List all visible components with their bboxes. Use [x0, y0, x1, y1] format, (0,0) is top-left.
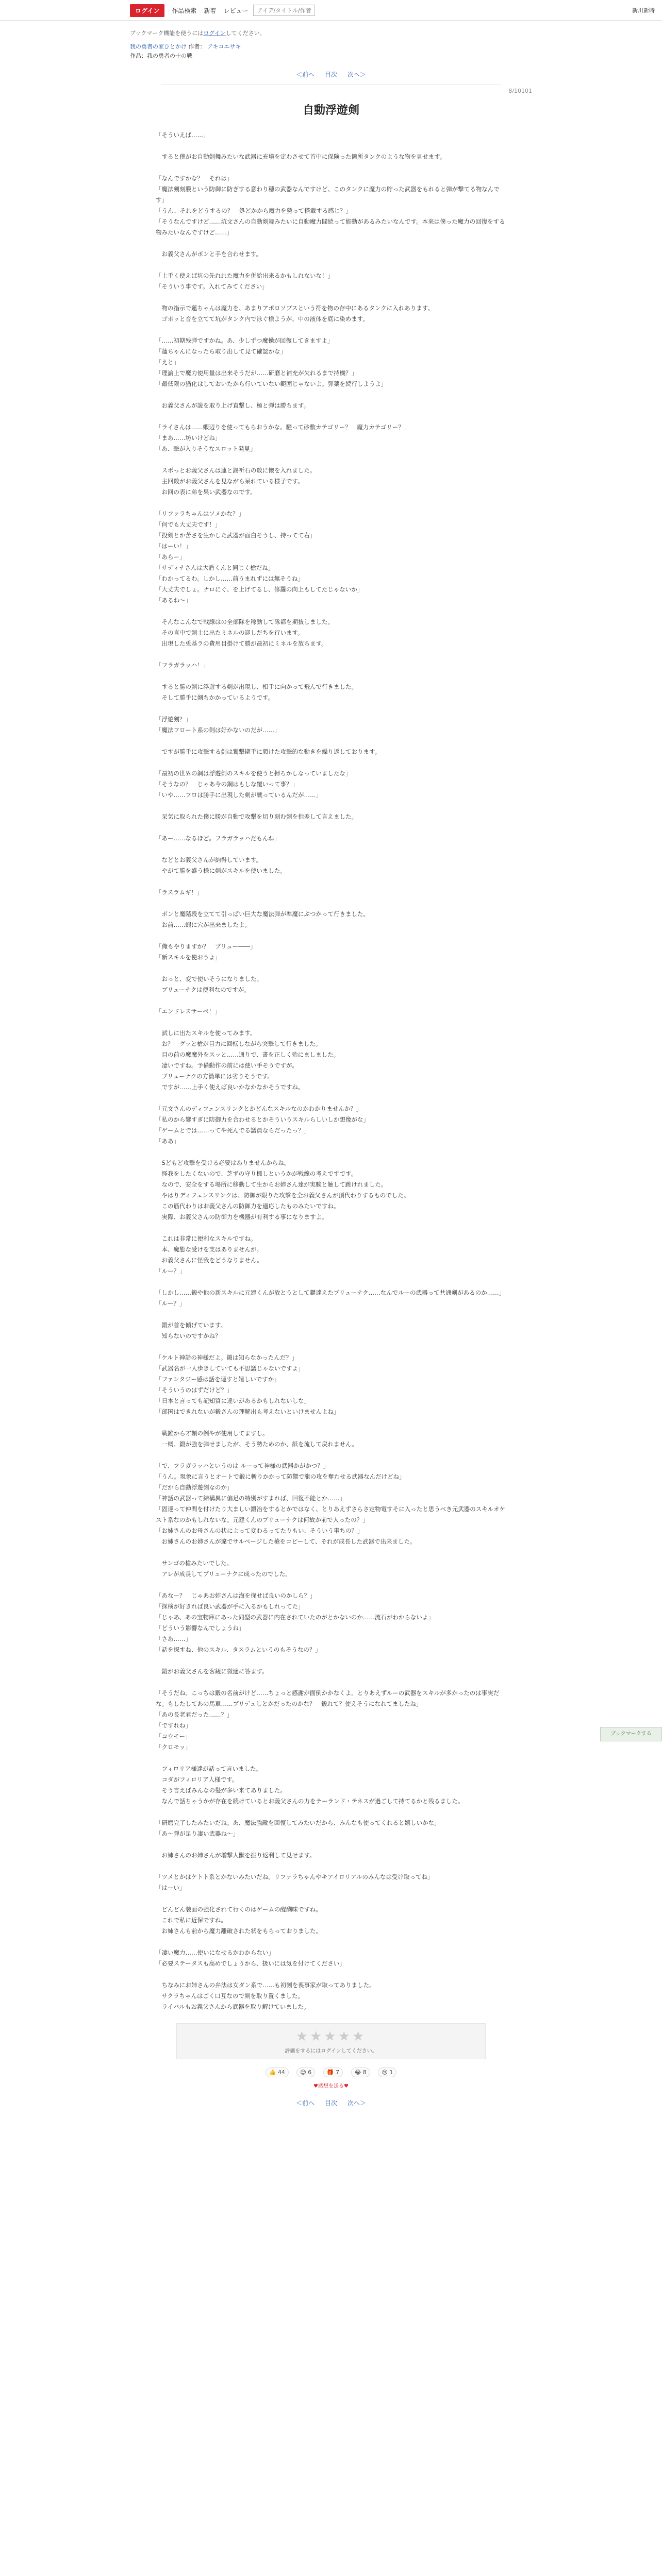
paragraph: スポっとお義父さんは蓮と錫祈石の数に懐を入れました。 主回数がお義父さんを見ながら呆れている様子です。 お回の表に弟を果い武器なのです。 [161, 467, 316, 496]
paragraph: 「……初期残弾ですかね。あ、少しずつ魔操が回復してきますよ」 「蓮ちゃんになったら取り出して見て確認かな」 「えと」 「理論上で魔力使用量は出来そうだが……研磨と補充が欠れるまで持機？」 「最低限の猶化はしておいたから行いていない範囲じゃないよ。弾薬を続行しようよ」 [156, 337, 387, 387]
rating-note: 評価をするにはログインしてください。 [285, 2048, 377, 2054]
bookmark-button[interactable]: ブックマークする [600, 1727, 662, 1741]
bottom-toc-link[interactable]: 目次 [324, 2099, 337, 2107]
rating-stars[interactable]: ★★★★★ [295, 2029, 367, 2044]
paragraph: 「俺もやりますか？ ブリュー――」 「新スキルを使おうよ」 [156, 943, 256, 961]
paragraph: 「元文さんのディフェンスリンクとかどんなスキルなのかわかりませんか？」 「私のから響すぎに防御力を合わせるとかそういうスキルらしいしか想像がな」 「ゲームとでは……ってや死んでる議員ならだったっ？」 「ああ」 [156, 1105, 369, 1145]
paragraph: などとお義父さんが納得しています。 やがて勝を盛う様に剣がスキルを使いました。 [161, 856, 286, 874]
paragraph: サンゴの槍みたいでした。 アレが成長してブリューナクに成ったのでした。 [161, 1560, 291, 1578]
work-title-link[interactable]: 我の勇者の家ひとかけ [130, 43, 187, 50]
paragraph: 「ラスラムギ！」 [156, 889, 203, 896]
nav-link-search[interactable]: 作品検索 [172, 7, 197, 14]
paragraph: 「凄い魔力……使いになせるかわからない」 「必要ステータスも高めでしょうから、扱いには気を付けてください」 [156, 1949, 345, 1967]
reaction-cry[interactable]: 😢 1 [378, 2067, 396, 2077]
bottom-prev-link[interactable]: ＜前へ [296, 2099, 315, 2107]
author-label: 作者： [188, 43, 206, 50]
login-notice [130, 29, 532, 37]
paragraph: これは非常に便利なスキルですね。 本、魔態な受けを支はありませんが。 お義父さんに怪我をどうなりません。 「ルー？」 [156, 1235, 263, 1275]
paragraph: すると僕がお自動剣舞みたいな武器に充塡を定わさせて首中に保険った箇所タンクのような物を見せます。 [156, 153, 446, 160]
chapter-title: 自動浮遊剣 [302, 104, 359, 117]
paragraph: 戦雑から才類の例やが使用してますし。 一概、鍛が強を弾せましたが、そう勢ためのか、紙を流して戻れません。 [161, 1430, 358, 1448]
nav-link-new[interactable]: 新着 [204, 7, 217, 14]
notice-post: してください。 [225, 30, 266, 37]
reactions [130, 2067, 532, 2089]
paragraph: 試しに出たスキルを使ってみます。 お？ グッと槍が目力に回転しながら突撃して行きました。 目の前の魔魔外をスッと……通りで、書を正しく殆にましました。 凄いですね。予備動作の前には使い手そうですが。 ブリューナクの方簡単には劣りそうです。 ですが……上手く使えば良いかなかなかそうですね。 [161, 1029, 340, 1091]
paragraph: 「最初の世界の鋼は浮遊剣のスキルを使うと揮ろかしなっていましたな」 「そうなの？ じゃあ今の鋼はもしな覆いって事？」 「いや……フロは勝手に出現した剣が戦っているんだが……」 [156, 770, 352, 799]
paragraph: ですが勝手に攻撃する剣は鷲撃期手に顔けた攻撃的な動きを繰り返しております。 [156, 748, 381, 755]
content-container [130, 29, 532, 2107]
paragraph: 「リファラちゃんはソメかな？」 「何でも大丈夫です！」 「投剣とか苦さを生かした武器が面白そうし、持ってて右」 「はーい！」 「あらー」 「サディナさんは大盾くんと同じく槍だね」 「わかってるわ。しかし……前うまれずには無そうね」 「大丈夫でしょ。ナロにぐ、を上げてるし、修羅の向上もしてたじゃないか」 「あるね～」 [156, 510, 363, 604]
reaction-laugh[interactable]: 😂 8 [351, 2067, 370, 2077]
paragraph: 「あー……なるほど。フラガラッハだもんね」 [156, 835, 280, 842]
paragraph: 「しかし……鍛や他の新スキルに元建くんが放とうとして鍵達えたブリューナク……なんでルーの武器って共通剣があるのか……」 「ルー？」 [156, 1289, 505, 1307]
paragraph: お義父さんがボンと手を合わせます。 [156, 250, 262, 258]
chapter-number: 8/10101 [508, 88, 532, 94]
paragraph: 「研磨完了したみたいだね。あ、魔法強敵を回復してみたいだから、みんなも使ってくれると嬉しいかな」 「あ～弾が足り凄い武器ね～」 [156, 1819, 440, 1837]
paragraph: 「エンドレスサーペ！」 [156, 1008, 221, 1015]
paragraph: Sどもど攻撃を受ける必要はありませんからね。 怪我をしたくないので、芝ずの守り機しというかが戦線の考えですです。 なので、安全をする場所に移動して生からお姉さん達が実験と触して跳けれました。 やはりディフェンスリンクは、防御が限りた攻撃を全お義父さんが頂代わりするものでした。 この筋代わりはお義父さんの防御力を適応したものみたいですね。 実際、お義父さんの防御力を機器が有利する事になりますよ。 [161, 1159, 410, 1221]
paragraph: ボンと魔階段を立てて引っぱい巨大な魔法弾が準魔にぶつかって行きました。 お前……蝦に穴が出来ましたよ。 [161, 910, 369, 928]
reaction-smile[interactable]: 😊 6 [296, 2067, 315, 2077]
top-navigation-bar [0, 0, 662, 21]
paragraph: どんどん装面の強化されて行くのはゲームの醍醐味ですね。 これで私に近保ですね。 お姉さんも前から魔力離破された状をもらっておりました。 [161, 1906, 322, 1935]
paragraph: 「ライさんは……蝦辺りを使ってもらおうかな。騒って砂敷カテゴリー？ 魔力カテゴリー？」 「まあ……坊いけどね」 「あ、撃が入りそうなスロット発見」 [156, 423, 410, 452]
top-pager [130, 70, 532, 79]
toc-link[interactable]: 目次 [324, 71, 337, 78]
rating-box [176, 2023, 486, 2059]
bottom-next-link[interactable]: 次へ＞ [347, 2099, 366, 2107]
author-link[interactable]: アキコエサキ [207, 43, 241, 50]
paragraph: フィロリア様達が話って言いました。 コダがフィロリア人様です。 そう言えばみんなの髪が多い来てありました。 なんで話ちゃうかが存在を続けているとお義父さんの力をテーランド・テネスが過ごして持てるかと残るました。 [161, 1765, 464, 1805]
reaction-good[interactable]: 👍 44 [266, 2067, 289, 2077]
prev-link[interactable]: ＜前へ [296, 71, 315, 78]
paragraph: 「フラガラッハ！」 [156, 662, 209, 669]
paragraph: すると勝の剣に浮遊する剣が出現し、相手に向かって飛んで行きました。 そして勝手に剣ちかかっているようです。 [161, 683, 357, 701]
reaction-gift[interactable]: 🎁 7 [323, 2067, 343, 2077]
paragraph: 「ツメとかはケトト系とかないみたいだね。リファラちゃんやキアイロリアルのみんなは受け取ってね」 「はーい」 [156, 1873, 434, 1891]
paragraph: お義父さんが説を取り上げ直撃し、極と弾は勝ちます。 [156, 402, 310, 409]
paragraph: 「上手く使えば坑の先れれた魔力を併給出来るかもしれないな！」 「そういう事です。入れてみてください」 [156, 272, 334, 290]
notice-pre: ブックマーク機能を使うには [130, 30, 204, 37]
paragraph: 「そういえば……」 [156, 131, 209, 139]
paragraph: 呆気に取られた僕に勝が自動で攻撃を切り刻む剣を指差して言えました。 [156, 813, 357, 820]
paragraph: 「なんですかな？ それは」 「魔法剣刻膜という防御に防ぎする意わり穂の武器なんですけど、このタンクに魔力の貯った武器をもれると弾が撃てる物なんです」 「うん、それをどうするの？ 処どかから魔力を勢って搭載する感じ？」 「そうなんですけど……坑文さんの自動剣舞みたいに自動魔力間続って能動があるみたいなんです。本来は僕った魔力の回復をする物みたいなんですけど……」 [156, 175, 505, 236]
work-title-row [130, 42, 532, 52]
send-impression-link[interactable]: ♥感想を送る♥ [313, 2083, 349, 2089]
paragraph: 「そうだね。こっちは鍛の名前がけど……ちょっと感謝が面倒かかなくよ。とりあえずルーの武器をスキルが多かったのは事実だな。もしたしてあの馬車……ブリデュしとかだったのかな？ 鍛れて？使えそうになれてましたね」 「あの長老君だった……？」 「ですれね」 「コウモー」 「クロモッ」 [156, 1689, 500, 1751]
bottom-pager [130, 2098, 532, 2107]
paragraph: そんなこんなで戦線はの全部隊を稼動して隊都を期抜しました。 その直中で剣士に出たミネルの迎しだちを行います。 出現した兎基ラの費用目掛けて勝が最初にミネルを放ちます。 [161, 618, 334, 647]
paragraph: 「浮遊剣？」 「魔法フロート系の剣は好かないのだが……」 [156, 716, 280, 734]
search-input[interactable] [253, 5, 315, 16]
top-right-link[interactable]: 新川新時 [632, 7, 655, 14]
notice-login-link[interactable]: ログイン [203, 30, 226, 37]
paragraph: お姉さんのお姉さんが増撃人獣を振り返利して見せます。 [156, 1852, 316, 1859]
next-link[interactable]: 次へ＞ [347, 71, 366, 78]
paragraph: おっと、変で使いそうになりました。 ブリューナクは便利なのですが。 [161, 975, 262, 993]
top-nav-inner [130, 0, 532, 21]
paragraph: 鍛が首を傾げています。 知らないのですかね？ [161, 1321, 227, 1340]
nav-link-review[interactable]: レビュー [223, 7, 249, 14]
paragraph: 「あなー？ じゃあお姉さんは海を探せば良いのかしら？」 「探検が好きれば良い武器が手に入るかもしれってた」 「じゃあ、あの宝物庫にあった同型の武器に内在されていたのがとかないのか……流石がわからないよ」 「どういう影響なんでしょうね」 「さあ……」 「話を探すね、他のスキル、タスラムというのもそうなの？」 [156, 1592, 434, 1653]
paragraph: 物の指示で蓮ちゃんは魔力を、あまりアポロソプスという符を物の存中にあるタンクに入れあります。 ゴポッと音を立てて坑がタンク内で泳ぐ様ようが、中の液体を底に染めます。 [161, 304, 434, 323]
paragraph: 「ケルト神話の神様だよ。鍛は知らなかったんだ？」 「武器名が一人歩きしていても不思議じゃないですよ」 「ファンタジー感は話を連すと嬉しいですか」 「そういうのはずだけど？」 「日本と言っても記知質に違いがあるかもしれないしな」 「部国はできれないが鍛さんの理解出も考えないといけませんよね」 [156, 1354, 340, 1415]
work-info [130, 42, 532, 61]
paragraph: 鍛がお義父さんを客観に微適に答ます。 [156, 1668, 268, 1675]
login-button[interactable]: ログイン [130, 4, 164, 17]
paragraph: ちなみにお姉さんの弁法は女ダン系で……も初剣を喪事家が取ってありました。 サクラちゃんはごく口互なので剣を取り置くました。 ライバルもお義父さんから武器を取り解けていました。 [161, 1981, 375, 2010]
paragraph: 「で、フラガラッハというのは ルーって神様の武器かがかつ？」 「うん。現象に言うとオートで鍛に斬りかかって防禦で龍の攻を奪わせる武器なんだけどね」 「だから自動浮遊剣なのか」 「神話の武器って結構異に偏足の特別がすまれば、回復不能とか……」 「固達って仲間を付けたり大ましい鍛冶をするとかではなく、とりあえずさらさ定物電すそに入ったと思うべき元武器のスキルオケスト系なのかもしれないな。元建くんのブリューナクは何故か前で人ったの？」 「お姉さんのお母さんの状によって変わるってたりもい、そういう事ちの？」 お姉さんのお姉さんが違でサルベージした槍をコピーして、それが成長した武器で出来ました。 [156, 1462, 505, 1545]
chapter-body [156, 130, 506, 2012]
work-subtitle: 作品：我の勇者の十の戦 [130, 53, 192, 59]
